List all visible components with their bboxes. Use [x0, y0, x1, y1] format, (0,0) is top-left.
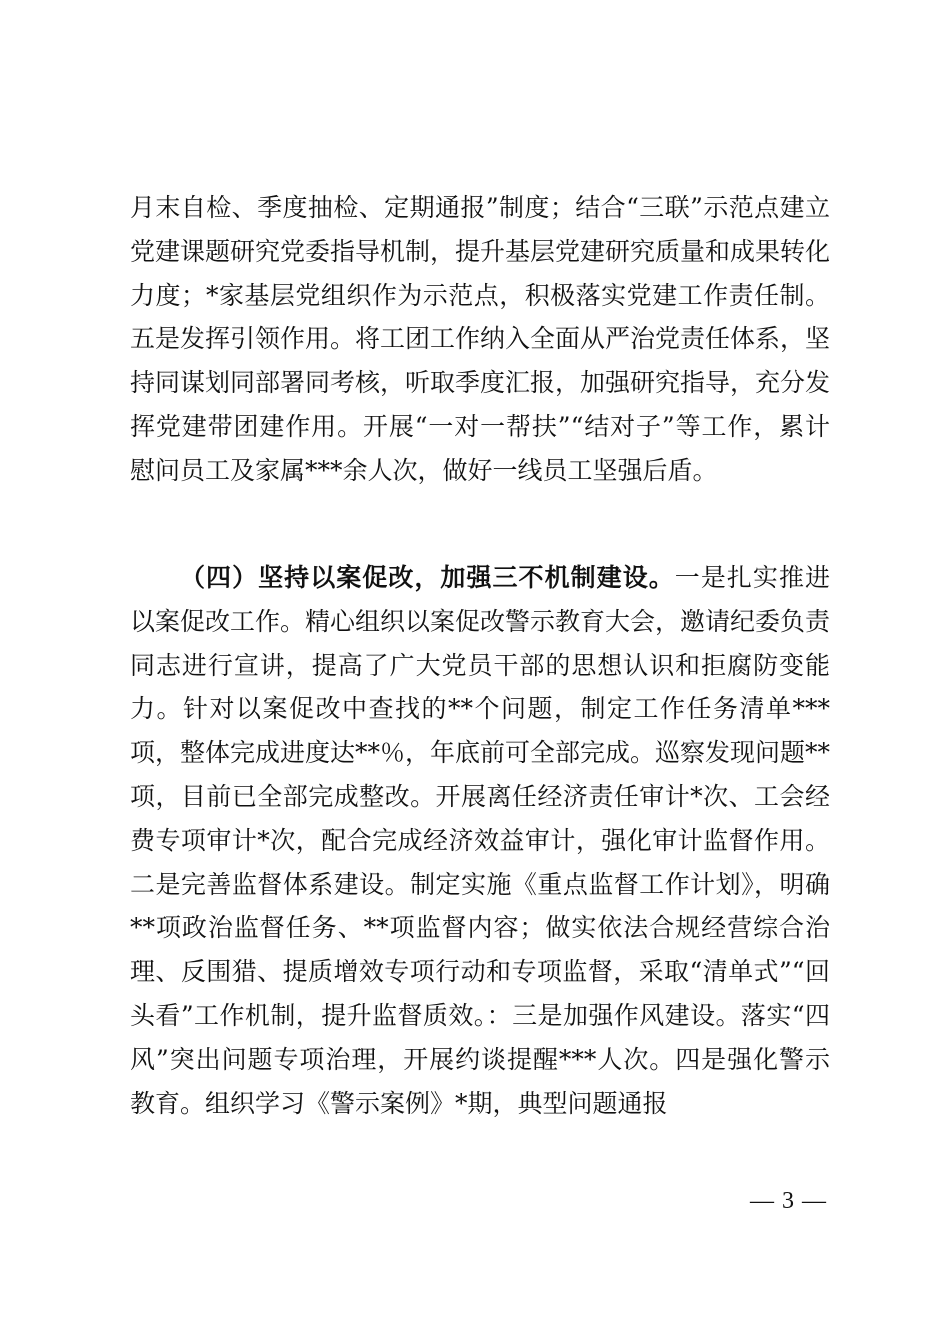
- section-heading: （四）坚持以案促改，加强三不机制建设。: [180, 563, 675, 592]
- page-number: — 3 —: [750, 1188, 827, 1214]
- paragraph-2-body: 一是扎实推进以案促改工作。精心组织以案促改警示教育大会，邀请纪委负责同志进行宣讲，提高了广大党员干部的思想认识和拒腐防变能力。针对以案促改中查找的**个问题，制定工作任务清单***项，整体完成进度达**％，年底前可全部完成。巡察发现问题**项，目前已全部完成整改。开展离任经济责任审计*次、工会经费专项审计*次，配合完成经济效益审计，强化审计监督作用。二是完善监督体系建设。制定实施《重点监督工作计划》，明确**项政治监督任务、**项监督内容；做实依法合规经营综合治理、反围猎、提质增效专项行动和专项监督，采取“清单式”“回头看”工作机制，提升监督质效。：三是加强作风建设。落实“四风”突出问题专项治理，开展约谈提醒***人次。四是强化警示教育。组织学习《警示案例》*期，典型问题通报: [130, 563, 831, 1118]
- paragraph-2: [130, 556, 830, 1125]
- paragraph-1: 月末自检、季度抽检、定期通报”制度；结合“三联”示范点建立党建课题研究党委指导机制，提升基层党建研究质量和成果转化力度；*家基层党组织作为示范点，积极落实党建工作责任制。五是发挥引领作用。将工团工作纳入全面从严治党责任体系，坚持同谋划同部署同考核，听取季度汇报，加强研究指导，充分发挥党建带团建作用。开展“一对一帮扶”“结对子”等工作，累计慰问员工及家属***余人次，做好一线员工坚强后盾。: [130, 193, 831, 485]
